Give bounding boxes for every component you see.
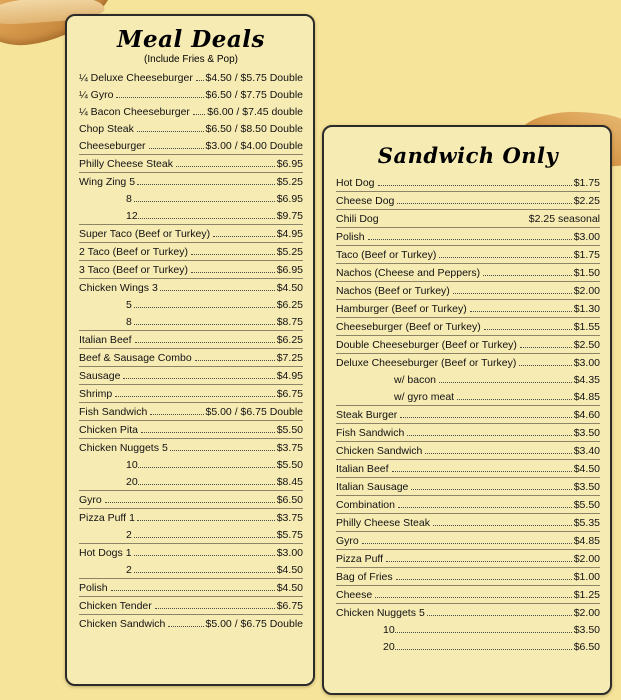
- menu-item-row: [336, 495, 600, 513]
- leader-dots: [213, 229, 275, 237]
- menu-item-row: [336, 549, 600, 567]
- menu-item-price: $2.25 seasonal: [528, 212, 600, 225]
- leader-dots: [170, 443, 275, 451]
- menu-item-price: $6.75: [276, 599, 303, 612]
- menu-item-price: $5.50: [276, 423, 303, 436]
- meal-deals-title: Meal Deals: [117, 26, 265, 53]
- menu-item-price: $5.75: [276, 528, 303, 541]
- menu-item-price: $3.00: [573, 230, 600, 243]
- leader-dots: [134, 565, 275, 573]
- menu-item-name: Chicken Nuggets: [79, 441, 159, 454]
- menu-item-row: [79, 296, 303, 313]
- menu-item-row: [336, 423, 600, 441]
- menu-item-name: Pizza Puff: [79, 511, 127, 524]
- leader-dots: [400, 410, 571, 418]
- leader-dots: [386, 554, 572, 562]
- menu-item-row: [79, 508, 303, 526]
- menu-item-name: Fish Sandwich: [336, 426, 405, 439]
- leader-dots: [141, 425, 275, 433]
- menu-item-price: $3.75: [276, 441, 303, 454]
- menu-item-price: $6.95: [276, 263, 303, 276]
- menu-item-name: Combination: [336, 498, 395, 511]
- leader-dots: [150, 407, 203, 415]
- menu-item-row: [79, 330, 303, 348]
- menu-item-price: $6.75: [276, 387, 303, 400]
- menu-item-row: [79, 154, 303, 172]
- menu-item-name: Gyro: [79, 493, 102, 506]
- leader-dots: [427, 608, 572, 616]
- leader-dots: [134, 300, 275, 308]
- menu-item-row: [79, 473, 303, 490]
- menu-item-name: Italian Beef: [79, 333, 132, 346]
- menu-item-name: Italian Sausage: [336, 480, 409, 493]
- menu-item-name: Hamburger (Beef or Turkey): [336, 302, 467, 315]
- menu-item-price: $6.25: [276, 333, 303, 346]
- menu-item-name: Cheese Dog: [336, 194, 395, 207]
- menu-item-price: $1.30: [573, 302, 600, 315]
- leader-dots: [137, 513, 275, 521]
- menu-item-price: $3.00: [276, 546, 303, 559]
- leader-dots: [470, 304, 572, 312]
- menu-item-price: $5.25: [276, 245, 303, 258]
- menu-item-row: [79, 190, 303, 207]
- meal-deals-list: [79, 69, 303, 632]
- menu-item-price: $6.50: [276, 493, 303, 506]
- menu-item-price: $4.85: [573, 534, 600, 547]
- menu-item-price: $8.45: [276, 475, 303, 488]
- menu-item-quantity: 5: [161, 441, 168, 454]
- menu-item-name: Steak Burger: [336, 408, 398, 421]
- menu-item-price: $3.50: [573, 480, 600, 493]
- menu-item-name: Sausage: [79, 369, 121, 382]
- menu-item-quantity: 10: [383, 623, 395, 636]
- sandwich-only-title: Sandwich Only: [377, 143, 559, 168]
- menu-item-name: Chicken Wings: [79, 281, 150, 294]
- menu-item-price: $4.50: [276, 281, 303, 294]
- menu-item-price: $4.95: [276, 227, 303, 240]
- menu-item-name: Chicken Pita: [79, 423, 138, 436]
- menu-item-name: 3 Taco (Beef or Turkey): [79, 263, 188, 276]
- menu-item-row: [79, 224, 303, 242]
- menu-item-price: $3.00: [573, 356, 600, 369]
- leader-dots: [375, 590, 572, 598]
- menu-item-name: Italian Beef: [336, 462, 389, 475]
- leader-dots: [378, 178, 572, 186]
- menu-item-name: Hot Dogs: [79, 546, 123, 559]
- menu-item-row: [336, 638, 600, 655]
- leader-dots: [362, 536, 572, 544]
- leader-dots: [137, 177, 274, 185]
- menu-item-row: [79, 456, 303, 473]
- menu-item-row: [336, 371, 600, 388]
- menu-item-quantity: 8: [126, 315, 132, 328]
- menu-item-price: $5.50: [573, 498, 600, 511]
- menu-item-price: $1.00: [573, 570, 600, 583]
- menu-item-price: $5.25: [276, 175, 303, 188]
- leader-dots: [149, 141, 204, 149]
- menu-item-price: $3.50: [573, 623, 600, 636]
- menu-item-price: $5.00 / $6.75 Double: [205, 405, 303, 418]
- menu-item-row: [79, 103, 303, 120]
- menu-item-name: Philly Cheese Steak: [79, 157, 173, 170]
- menu-item-row: [79, 69, 303, 86]
- menu-item-price: $1.75: [573, 176, 600, 189]
- menu-item-price: $1.50: [573, 266, 600, 279]
- menu-item-name: Super Taco (Beef or Turkey): [79, 227, 211, 240]
- sandwich-only-list: [336, 174, 600, 655]
- menu-item-row: [79, 313, 303, 330]
- menu-item-row: [79, 172, 303, 190]
- leader-dots: [519, 358, 571, 366]
- menu-item-row: [79, 260, 303, 278]
- leader-dots: [116, 90, 203, 98]
- menu-item-name: Wing Zing: [79, 175, 127, 188]
- menu-item-quantity: 1: [129, 511, 135, 524]
- menu-item-row: [79, 242, 303, 260]
- menu-item-row: [79, 420, 303, 438]
- leader-dots: [425, 446, 571, 454]
- leader-dots: [397, 196, 571, 204]
- menu-item-name: Cheese: [336, 588, 373, 601]
- menu-item-row: [79, 543, 303, 561]
- menu-item-row: [79, 578, 303, 596]
- menu-item-row: [79, 207, 303, 224]
- leader-dots: [137, 124, 204, 132]
- leader-dots: [115, 389, 274, 397]
- menu-item-quantity: 8: [126, 192, 132, 205]
- menu-item-price: $6.50 / $8.50 Double: [205, 122, 303, 135]
- menu-item-row: [336, 209, 600, 227]
- menu-item-row: [336, 477, 600, 495]
- leader-dots: [134, 194, 275, 202]
- leader-dots: [191, 247, 275, 255]
- leader-dots: [439, 250, 571, 258]
- menu-item-quantity: 20: [383, 640, 395, 653]
- menu-item-price: $4.95: [276, 369, 303, 382]
- menu-item-price: $3.50: [573, 426, 600, 439]
- menu-item-row: [79, 402, 303, 420]
- menu-item-row: [336, 531, 600, 549]
- menu-item-row: [79, 384, 303, 402]
- menu-item-quantity: 3: [152, 281, 158, 294]
- menu-item-row: [336, 405, 600, 423]
- menu-item-name: w/ bacon: [394, 373, 437, 386]
- leader-dots: [457, 392, 572, 400]
- leader-dots: [160, 283, 275, 291]
- menu-item-price: $6.50 / $7.75 Double: [205, 88, 303, 101]
- menu-item-row: [336, 567, 600, 585]
- leader-dots: [168, 619, 203, 627]
- menu-item-quantity: 5: [129, 175, 136, 188]
- menu-item-price: $3.40: [573, 444, 600, 457]
- leader-dots: [407, 428, 571, 436]
- meal-deals-panel: [65, 14, 315, 686]
- leader-dots: [395, 625, 572, 633]
- menu-item-row: [336, 603, 600, 621]
- leader-dots: [191, 265, 275, 273]
- menu-item-row: [79, 596, 303, 614]
- menu-item-row: [336, 585, 600, 603]
- menu-item-price: $6.50: [573, 640, 600, 653]
- menu-item-name: Chicken Sandwich: [79, 617, 166, 630]
- menu-item-row: [79, 438, 303, 456]
- leader-dots: [395, 642, 572, 650]
- menu-item-name: ¼ Deluxe Cheeseburger: [79, 71, 193, 84]
- menu-item-quantity: 20: [126, 475, 138, 488]
- menu-item-price: $5.00 / $6.75 Double: [205, 617, 303, 630]
- menu-item-row: [336, 459, 600, 477]
- leader-dots: [105, 495, 275, 503]
- menu-item-price: $1.25: [573, 588, 600, 601]
- menu-item-price: $4.85: [573, 390, 600, 403]
- menu-item-name: Beef & Sausage Combo: [79, 351, 192, 364]
- leader-dots: [193, 107, 205, 115]
- menu-item-name: Cheeseburger (Beef or Turkey): [336, 320, 481, 333]
- menu-item-quantity: 12: [126, 209, 138, 222]
- leader-dots: [520, 340, 572, 348]
- sandwich-only-panel: [322, 125, 612, 695]
- menu-item-price: $6.25: [276, 298, 303, 311]
- leader-dots: [195, 353, 275, 361]
- leader-dots: [483, 268, 572, 276]
- menu-item-quantity: 2: [126, 528, 132, 541]
- menu-item-row: [336, 621, 600, 638]
- menu-item-row: [79, 86, 303, 103]
- leader-dots: [111, 583, 275, 591]
- leader-dots: [155, 601, 275, 609]
- leader-dots: [138, 477, 275, 485]
- leader-dots: [398, 500, 572, 508]
- leader-dots: [138, 211, 275, 219]
- menu-item-name: Shrimp: [79, 387, 113, 400]
- menu-item-row: [336, 191, 600, 209]
- menu-item-price: $5.35: [573, 516, 600, 529]
- menu-item-row: [79, 348, 303, 366]
- menu-item-row: [336, 335, 600, 353]
- menu-item-name: Chili Dog: [336, 212, 379, 225]
- menu-item-name: Nachos (Beef or Turkey): [336, 284, 450, 297]
- menu-item-price: $2.00: [573, 552, 600, 565]
- menu-item-price: $4.35: [573, 373, 600, 386]
- menu-item-name: Bag of Fries: [336, 570, 393, 583]
- meal-deals-subtitle: (Include Fries & Pop): [144, 54, 238, 65]
- menu-item-name: 2 Taco (Beef or Turkey): [79, 245, 188, 258]
- menu-item-row: [336, 227, 600, 245]
- leader-dots: [134, 548, 275, 556]
- leader-dots: [123, 371, 274, 379]
- menu-item-row: [79, 137, 303, 154]
- menu-item-name: Taco (Beef or Turkey): [336, 248, 437, 261]
- leader-dots: [134, 317, 275, 325]
- leader-dots: [134, 530, 275, 538]
- menu-item-name: Nachos (Cheese and Peppers): [336, 266, 481, 279]
- menu-item-name: Fish Sandwich: [79, 405, 148, 418]
- leader-dots: [392, 464, 572, 472]
- menu-item-price: $5.50: [276, 458, 303, 471]
- menu-item-price: $1.75: [573, 248, 600, 261]
- menu-item-row: [336, 174, 600, 191]
- menu-item-row: [336, 317, 600, 335]
- menu-item-name: Philly Cheese Steak: [336, 516, 430, 529]
- menu-item-quantity: 2: [126, 563, 132, 576]
- menu-item-row: [79, 278, 303, 296]
- menu-item-price: $7.25: [276, 351, 303, 364]
- menu-item-price: $4.50: [276, 581, 303, 594]
- menu-item-name: Chicken Sandwich: [336, 444, 423, 457]
- menu-item-price: $2.50: [573, 338, 600, 351]
- menu-item-price: $9.75: [276, 209, 303, 222]
- leader-dots: [138, 460, 275, 468]
- leader-dots: [484, 322, 572, 330]
- menu-item-name: Polish: [336, 230, 365, 243]
- menu-item-price: $2.25: [573, 194, 600, 207]
- menu-item-row: [336, 388, 600, 405]
- menu-item-price: $2.00: [573, 606, 600, 619]
- menu-item-name: Polish: [79, 581, 108, 594]
- menu-item-price: $6.95: [276, 192, 303, 205]
- menu-item-row: [336, 299, 600, 317]
- menu-item-row: [79, 366, 303, 384]
- leader-dots: [135, 335, 275, 343]
- menu-item-row: [336, 245, 600, 263]
- menu-item-price: $3.75: [276, 511, 303, 524]
- menu-item-name: Deluxe Cheeseburger (Beef or Turkey): [336, 356, 517, 369]
- leader-dots: [433, 518, 572, 526]
- menu-item-row: [79, 490, 303, 508]
- menu-item-price: $1.55: [573, 320, 600, 333]
- menu-item-row: [336, 281, 600, 299]
- menu-item-name: Chicken Tender: [79, 599, 152, 612]
- menu-item-row: [336, 353, 600, 371]
- leader-dots: [176, 159, 275, 167]
- menu-item-price: $8.75: [276, 315, 303, 328]
- menu-item-name: Double Cheeseburger (Beef or Turkey): [336, 338, 517, 351]
- menu-item-name: ¼ Gyro: [79, 88, 114, 101]
- menu-item-name: Chicken Nuggets: [336, 606, 416, 619]
- leader-dots: [368, 232, 572, 240]
- menu-item-quantity: 5: [418, 606, 425, 619]
- menu-item-row: [336, 513, 600, 531]
- menu-item-row: [79, 614, 303, 632]
- menu-item-quantity: 10: [126, 458, 138, 471]
- menu-item-name: Cheeseburger: [79, 139, 146, 152]
- menu-item-name: Hot Dog: [336, 176, 375, 189]
- menu-item-price: $4.50: [276, 563, 303, 576]
- menu-item-row: [79, 526, 303, 543]
- menu-item-price: $2.00: [573, 284, 600, 297]
- menu-item-name: Gyro: [336, 534, 359, 547]
- menu-item-price: $4.50: [573, 462, 600, 475]
- menu-item-price: $6.00 / $7.45 double: [207, 105, 303, 118]
- menu-item-row: [79, 120, 303, 137]
- menu-item-row: [79, 561, 303, 578]
- menu-item-row: [336, 441, 600, 459]
- leader-dots: [439, 375, 572, 383]
- menu-item-name: Chop Steak: [79, 122, 134, 135]
- menu-item-price: $4.60: [573, 408, 600, 421]
- menu-item-row: [336, 263, 600, 281]
- leader-dots: [396, 572, 572, 580]
- menu-item-name: ¼ Bacon Cheeseburger: [79, 105, 190, 118]
- menu-item-quantity: 5: [126, 298, 132, 311]
- menu-item-quantity: 1: [125, 546, 132, 559]
- menu-item-price: $6.95: [276, 157, 303, 170]
- leader-dots: [453, 286, 572, 294]
- menu-item-price: $4.50 / $5.75 Double: [205, 71, 303, 84]
- menu-item-name: Pizza Puff: [336, 552, 384, 565]
- menu-item-price: $3.00 / $4.00 Double: [205, 139, 303, 152]
- menu-item-name: w/ gyro meat: [394, 390, 455, 403]
- leader-dots: [411, 482, 571, 490]
- leader-dots: [196, 73, 204, 81]
